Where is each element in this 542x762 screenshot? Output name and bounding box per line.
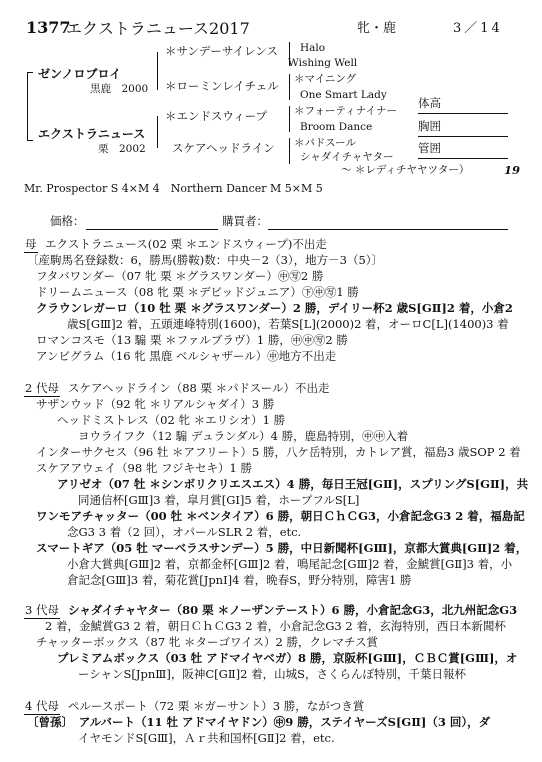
g3-line-4: ーシャンS[JpnⅢ]，阪神C[GⅡ]2 着，山城S，さくらんぼ特別，千葉日報杯 bbox=[78, 667, 466, 681]
g2-label: 2 代母 bbox=[25, 381, 59, 395]
g2-line-4: インターサクセス（96 牡 ＊アフリート）5 勝，八ケ岳特別，カトレア賞，福島3 歳SOP 2 着 bbox=[36, 445, 521, 459]
dam-line-1: 〔産駒馬名登録数：6，勝馬(勝鞍)数：中央－2（3），地方－3（5）〕 bbox=[27, 253, 384, 267]
g2-line-9: 念G3 3 着（2 回），オパールSLR 2 着，etc. bbox=[67, 525, 302, 539]
family-number: 19 bbox=[504, 163, 521, 177]
g4-label: 4 代母 bbox=[25, 699, 59, 713]
sire-dam: ＊ローミンレイチェル bbox=[165, 79, 279, 93]
dam-branch bbox=[157, 116, 158, 148]
dam-line-5: 歳S[GⅢ]2 着，五頭連峰特別(1600)，若葉S[L](2000)2 着，オーロC[L](1400)3 着 bbox=[67, 317, 509, 331]
sire-color-year: 黒鹿 2000 bbox=[90, 83, 149, 95]
dam-line-3: ドリームニュース（08 牝 栗 ＊デビッドジュニア）㊦㊥㊢1 勝 bbox=[36, 285, 359, 299]
g2-line-3: ヨウライフク（12 騸 デュランダル）4 勝，鹿島特別，㊥㊥入着 bbox=[78, 429, 409, 443]
price-label: 価格： bbox=[50, 214, 85, 228]
sex-color: 牝・鹿 bbox=[357, 21, 397, 36]
g3-5: ＊フォーティナイナー bbox=[294, 105, 397, 117]
bracket-top bbox=[27, 72, 33, 73]
pedigree-bracket bbox=[27, 72, 28, 140]
sire-sire: ＊サンデーサイレンス bbox=[165, 44, 278, 58]
g2-line-5: スケアアウェイ（98 牝 フジキセキ）1 勝 bbox=[36, 461, 252, 475]
sire-branch bbox=[157, 52, 158, 90]
dam-color-year: 栗 2002 bbox=[98, 143, 146, 155]
girth-label: 胸囲 bbox=[418, 119, 441, 133]
dam-line-2: フタバワンダー（07 牝 栗 ＊グラスワンダー）㊥㊢2 勝 bbox=[36, 269, 324, 283]
g3-label: 3 代母 bbox=[25, 603, 59, 617]
dam-line-6: ロマンコスモ（13 騸 栗 ＊ファルブラヴ）1 勝，㊥㊥㊢2 勝 bbox=[36, 333, 348, 347]
g2-line-0: スケアヘッドライン（88 栗 ＊パドスール）不出走 bbox=[68, 381, 330, 395]
g4-line-1: 〔曾孫〕 アルバート（11 牡 アドマイヤドン）㊥9 勝，ステイヤーズS[GⅡ]（3 回），ダ bbox=[27, 715, 491, 729]
cannon-label: 管囲 bbox=[418, 141, 441, 155]
inbreeding: Mr. Prospector S 4×M 4 Northern Dancer M 5×M 5 bbox=[24, 182, 323, 195]
buyer-label: 購買者： bbox=[222, 214, 268, 228]
horse-title: エクストラニュース2017 bbox=[66, 19, 250, 38]
g3-7: ＊パドスール bbox=[294, 137, 356, 149]
g3-branch-4 bbox=[289, 138, 290, 164]
g2-line-12: 倉記念[GⅢ]3 着，菊花賞[JpnⅠ]4 着，晩春S，野分特別，障害1 勝 bbox=[67, 573, 412, 587]
g3-line-3: プレミアムボックス（03 牡 アドマイヤベガ）8 勝，京阪杯[GⅢ]，ＣＢＣ賞[GⅢ]，オ bbox=[57, 651, 518, 665]
g3-line-2: チャッターボックス（87 牝 ＊ターゴワイス）2 勝，クレマチス賞 bbox=[36, 635, 379, 649]
g3-1: Halo bbox=[300, 42, 326, 54]
g3-branch-2 bbox=[289, 74, 290, 100]
g4-note: 〜 ＊レディチヤヤツター） bbox=[341, 164, 470, 176]
dam-sire: ＊エンドスウィープ bbox=[165, 109, 268, 123]
dam-label: 母 bbox=[25, 237, 37, 251]
height-label: 体高 bbox=[418, 96, 441, 110]
g2-line-10: スマートギア（05 牡 マーベラスサンデー）5 勝，中日新聞杯[GⅢ]，京都大賞典[GⅡ]2 着， bbox=[36, 541, 528, 555]
g3-line-1: 2 着，金鯱賞G3 2 着，朝日ＣｈＣG3 2 着，小倉記念G3 2 着，玄海特別，西日本新聞杯 bbox=[45, 619, 506, 633]
g3-2: Wishing Well bbox=[288, 57, 358, 69]
g2-line-11: 小倉大賞典[GⅢ]2 着，京都金杯[GⅢ]2 着，鳴尾記念[GⅢ]2 着，金鯱賞[GⅡ]3 着，小 bbox=[67, 557, 513, 571]
g4-line-0: ペルースポート（72 栗 ＊ガーサント）3 勝，ながつき賞 bbox=[68, 699, 365, 713]
g3-3: ＊マイニング bbox=[294, 73, 357, 85]
dam-line-0: エクストラニュース(02 栗 ＊エンドスウィープ)不出走 bbox=[45, 237, 327, 251]
dam-dam: スケアヘッドライン bbox=[172, 141, 275, 155]
dam-line-4: クラウンレガーロ（10 牡 栗 ＊グラスワンダー）2 勝，デイリー杯2 歳S[GⅡ]2 着，小倉2 bbox=[36, 301, 513, 315]
sire-name: ゼンノロブロイ bbox=[38, 67, 122, 81]
g2-line-7: 同通信杯[GⅢ]3 着，皐月賞[GⅠ]5 着，ホープフルS[L] bbox=[78, 493, 360, 507]
dam-name: エクストラニュース bbox=[38, 127, 146, 141]
buyer-line bbox=[268, 229, 508, 230]
bracket-bottom bbox=[27, 140, 33, 141]
g3-line-0: シャダイチャヤター（80 栗 ＊ノーザンテースト）6 勝，小倉記念G3，北九州記念G3 bbox=[68, 603, 518, 617]
g2-line-1: サザンウッド（92 牝 ＊リアルシャダイ）3 勝 bbox=[36, 397, 275, 411]
page-number: 3／14 bbox=[453, 21, 503, 36]
dam-line-7: アンビグラム（16 牝 黒鹿 ベルシャザール）㊥地方不出走 bbox=[36, 349, 337, 363]
g3-8: シャダイチャヤター bbox=[300, 151, 394, 163]
g3-branch-3 bbox=[289, 106, 290, 132]
girth-line bbox=[418, 136, 508, 137]
g4-line-2: イヤモンドS[GⅢ]，Ａｒ共和国杯[GⅡ]2 着，etc. bbox=[78, 731, 335, 745]
g3-4: One Smart Lady bbox=[300, 89, 387, 101]
price-line bbox=[86, 229, 218, 230]
g2-line-2: ヘッドミストレス（02 牝 ＊エリシオ）1 勝 bbox=[57, 413, 286, 427]
g3-6: Broom Dance bbox=[300, 121, 373, 133]
g2-line-6: アリゼオ（07 牡 ＊シンボリクリエスエス）4 勝，毎日王冠[GⅡ]，スプリングS[GⅡ]，共 bbox=[57, 477, 529, 491]
cannon-line bbox=[418, 158, 508, 159]
height-line bbox=[418, 113, 508, 114]
g2-line-8: ワンモアチャッター（00 牡 ＊ベンタイア）6 勝，朝日ＣｈＣG3，小倉記念G3 2 着，福島記 bbox=[36, 509, 525, 523]
lot-number: 1377 bbox=[26, 18, 71, 37]
